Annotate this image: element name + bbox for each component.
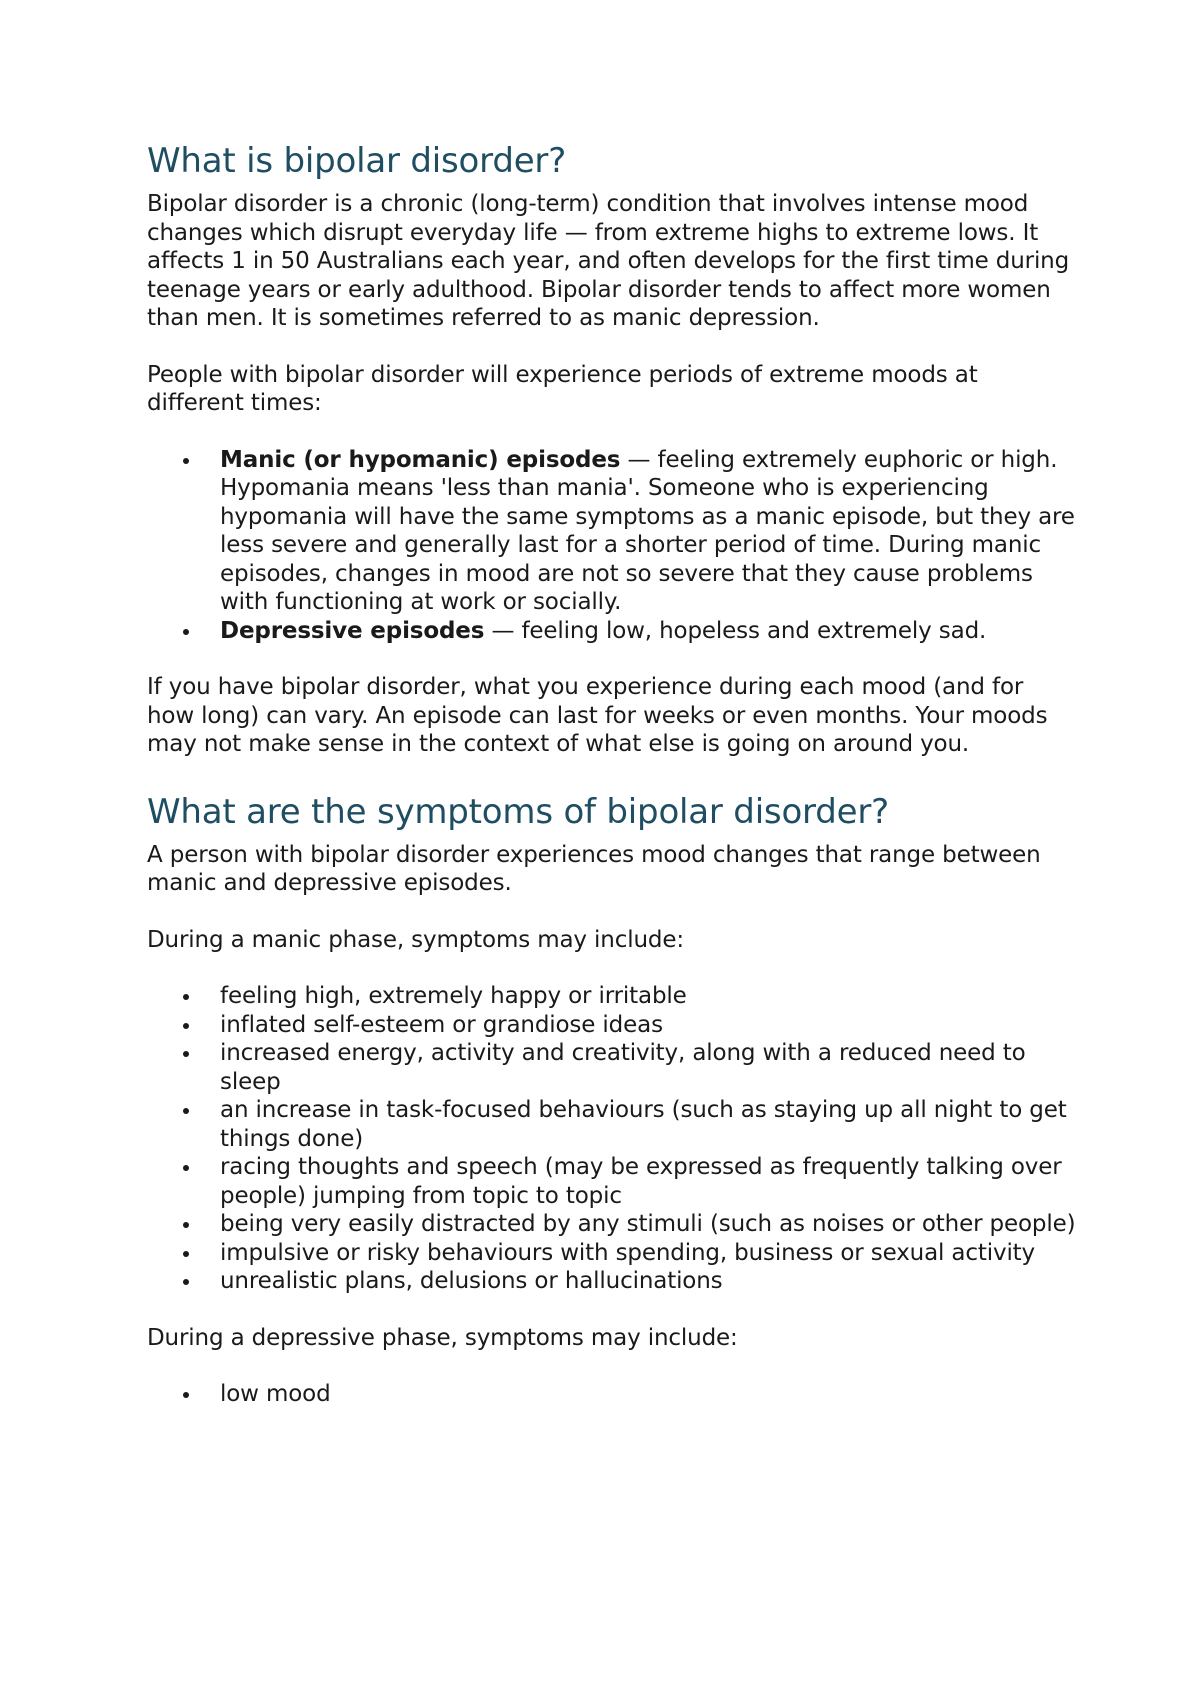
symptom-text: unrealistic plans, delusions or hallucinations — [220, 1268, 723, 1294]
paragraph-periods-intro: People with bipolar disorder will experience periods of extreme moods at different times: — [147, 361, 978, 416]
list-item — [147, 1011, 1077, 1040]
symptom-text: impulsive or risky behaviours with spending, business or sexual activity — [220, 1239, 1036, 1266]
term-depressive-episodes: Depressive episodes — [220, 617, 485, 644]
section-heading-what-is-bipolar: What is bipolar disorder? — [147, 141, 567, 181]
symptom-text: increased energy, activity and creativity, along with a reduced need to sleep — [220, 1040, 1026, 1095]
list-item — [147, 982, 1077, 1011]
list-item — [147, 1096, 1077, 1153]
bullet-icon — [183, 994, 189, 1000]
bullet-icon — [183, 1279, 189, 1285]
term-manic-episodes: Manic (or hypomanic) episodes — [220, 446, 621, 473]
list-item-manic-episodes — [147, 446, 1077, 617]
symptom-text: inflated self-esteem or grandiose ideas — [220, 1011, 663, 1038]
description-depressive-episodes: — feeling low, hopeless and extremely sad. — [484, 617, 987, 644]
section-heading-symptoms: What are the symptoms of bipolar disorder? — [147, 791, 889, 832]
symptom-text: low mood — [220, 1381, 331, 1407]
list-item — [147, 1380, 1077, 1409]
paragraph-depressive-intro: During a depressive phase, symptoms may include: — [147, 1324, 738, 1351]
list-item — [147, 1267, 1077, 1296]
symptom-text: an increase in task-focused behaviours (such as staying up all night to get things done) — [220, 1097, 1067, 1152]
document-page — [147, 140, 1077, 1437]
bullet-icon — [183, 1108, 189, 1114]
list-item-depressive-episodes — [147, 617, 1077, 646]
depressive-symptoms-list — [147, 1380, 1077, 1409]
list-item — [147, 1153, 1077, 1210]
list-item — [147, 1210, 1077, 1239]
bullet-icon — [183, 1392, 189, 1398]
paragraph-definition: Bipolar disorder is a chronic (long-term) condition that involves intense mood changes which disrupt everyday life — from extreme highs to extreme lows. It affects 1 in 50 Australians each year, and often develops for the first time during teenage years or early adulthood. Bipolar disorder tends to affect more women than men. It is sometimes referred to as manic depression. — [147, 191, 1070, 331]
paragraph-manic-intro: During a manic phase, symptoms may include: — [147, 926, 684, 953]
paragraph-experience-varies: If you have bipolar disorder, what you experience during each mood (and for how long) can vary. An episode can last for weeks or even months. Your moods may not make sense in the context of what else is going on around you. — [147, 674, 1048, 757]
bullet-icon — [183, 1251, 189, 1257]
symptom-text: feeling high, extremely happy or irritable — [220, 983, 687, 1009]
bullet-icon — [183, 629, 189, 635]
list-item — [147, 1239, 1077, 1268]
symptom-text: racing thoughts and speech (may be expressed as frequently talking over people) jumping from topic to topic — [220, 1154, 1062, 1209]
manic-symptoms-list — [147, 982, 1077, 1296]
bullet-icon — [183, 458, 189, 464]
bullet-icon — [183, 1222, 189, 1228]
paragraph-mood-range: A person with bipolar disorder experiences mood changes that range between manic and depressive episodes. — [147, 841, 1041, 896]
bullet-icon — [183, 1023, 189, 1029]
symptom-text: being very easily distracted by any stimuli (such as noises or other people) — [220, 1211, 1076, 1237]
episodes-list — [147, 446, 1077, 646]
bullet-icon — [183, 1165, 189, 1171]
description-manic-episodes: — feeling extremely euphoric or high. Hypomania means 'less than mania'. Someone who is experiencing hypomania will have the same symptoms as a manic episode, but they are less severe and generally last for a shorter period of time. During manic episodes, changes in mood are not so severe that they cause problems with functioning at work or socially. — [220, 446, 1075, 615]
list-item — [147, 1039, 1077, 1096]
bullet-icon — [183, 1051, 189, 1057]
